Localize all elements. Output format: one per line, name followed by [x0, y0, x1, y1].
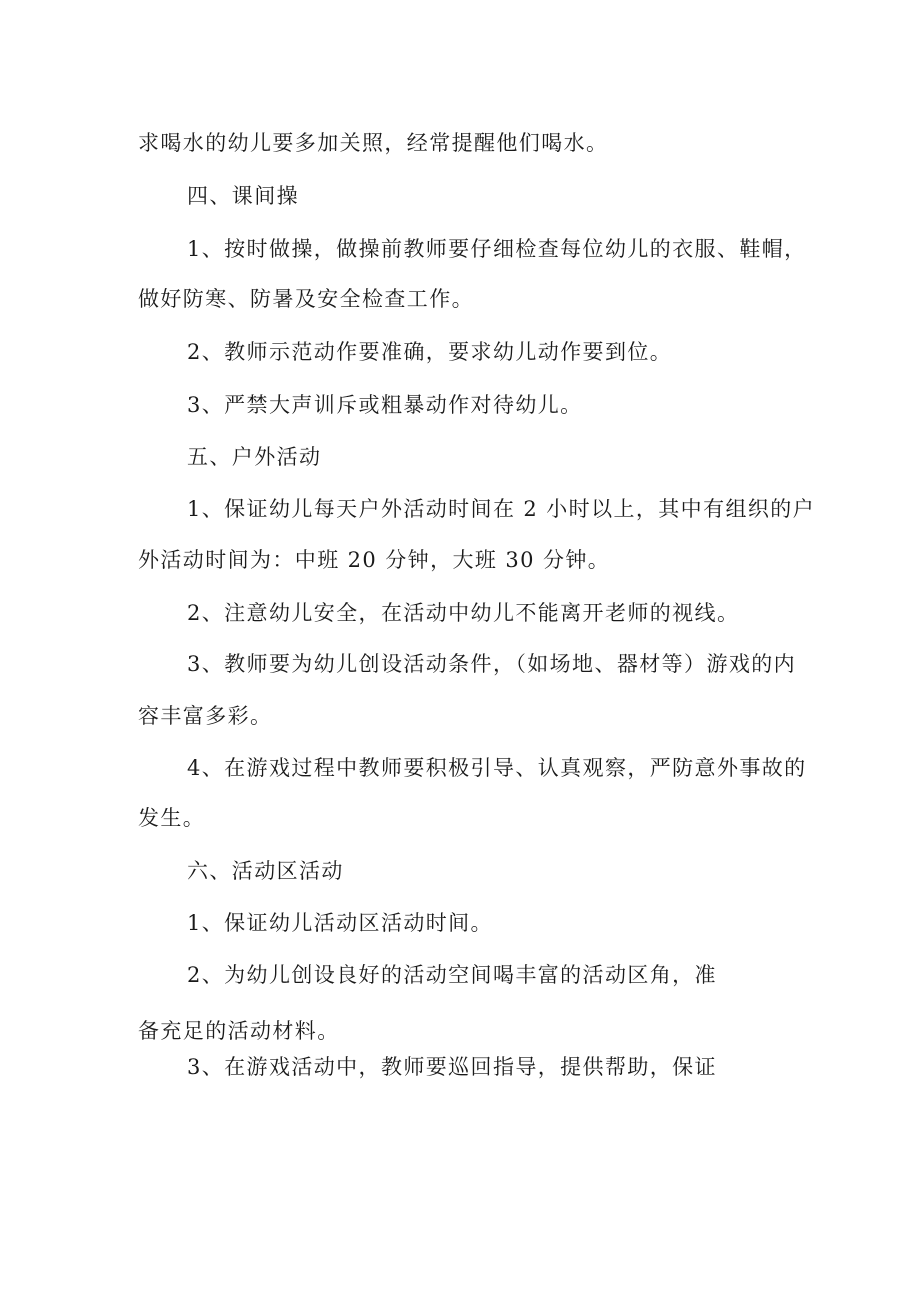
section-heading-area-activity: 六、活动区活动 [187, 859, 344, 883]
body-text-line: 容丰富多彩。 [138, 704, 273, 728]
section-heading-break-exercise: 四、课间操 [187, 184, 299, 208]
body-text-line: 1、保证幼儿每天户外活动时间在 2 小时以上，其中有组织的户 [187, 497, 816, 521]
body-text-line: 求喝水的幼儿要多加关照，经常提醒他们喝水。 [138, 131, 609, 155]
body-text-line: 2、为幼儿创设良好的活动空间喝丰富的活动区角，准 [187, 963, 717, 987]
body-text-line: 3、严禁大声训斥或粗暴动作对待幼儿。 [187, 393, 583, 417]
body-text-line: 4、在游戏过程中教师要积极引导、认真观察，严防意外事故的 [187, 756, 807, 780]
body-text-line: 1、按时做操，做操前教师要仔细检查每位幼儿的衣服、鞋帽， [187, 237, 807, 261]
body-text-line: 发生。 [138, 806, 206, 830]
body-text-line: 2、注意幼儿安全，在活动中幼儿不能离开老师的视线。 [187, 601, 740, 625]
body-text-line: 2、教师示范动作要准确，要求幼儿动作要到位。 [187, 340, 673, 364]
body-text-line: 备充足的活动材料。 [138, 1019, 340, 1043]
body-text-line: 1、保证幼儿活动区活动时间。 [187, 911, 493, 935]
body-text-line: 3、教师要为幼儿创设活动条件，（如场地、器材等）游戏的内 [187, 652, 797, 676]
body-text-line: 3、在游戏活动中，教师要巡回指导，提供帮助，保证 [187, 1055, 717, 1079]
section-heading-outdoor-activity: 五、户外活动 [187, 445, 322, 469]
body-text-line: 做好防寒、防暑及安全检查工作。 [138, 287, 474, 311]
body-text-line: 外活动时间为：中班 20 分钟，大班 30 分钟。 [138, 548, 611, 572]
